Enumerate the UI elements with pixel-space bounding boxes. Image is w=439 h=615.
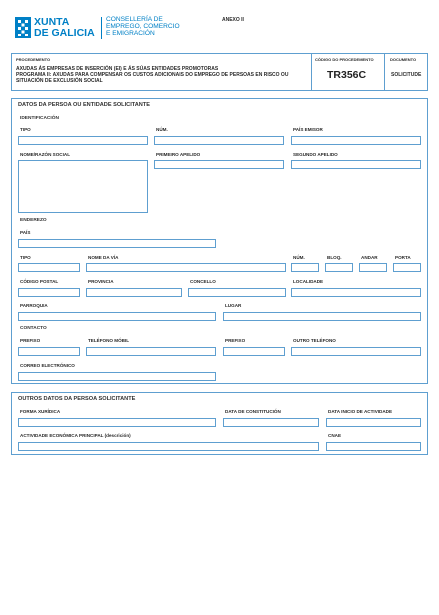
nome-via-field[interactable] [86,263,286,272]
lugar-label: LUGAR [225,303,242,308]
tipo-label: TIPO [20,127,31,132]
consellaria-line-1: CONSELLERÍA DE [106,16,163,23]
actividade-label: ACTIVIDADE ECONÓMICA PRINCIPAL (descrición) [20,433,131,438]
enderezo-heading: ENDEREZO [20,218,47,223]
segundo-apelido-field[interactable] [291,160,421,169]
procedure-code-divider [311,53,312,91]
concello-label: CONCELLO [190,279,216,284]
contacto-heading: CONTACTO [20,326,47,331]
identification-heading: IDENTIFICACIÓN [20,116,59,121]
applicant-section-title: DATOS DA PERSOA OU ENTIDADE SOLICITANTE [18,102,150,108]
outro-telefono-label: OUTRO TELÉFONO [293,338,336,343]
tipo-field[interactable] [18,136,148,145]
logo-divider [101,17,102,39]
num-via-field[interactable] [291,263,319,272]
nome-via-label: NOME DA VÍA [88,255,119,260]
prefixo-field-1[interactable] [18,347,80,356]
codigo-postal-label: CÓDIGO POSTAL [20,279,59,284]
num-via-label: NÚM. [293,255,305,260]
pais-emisor-label: PAÍS EMISOR [293,127,323,132]
cnae-field[interactable] [326,442,421,451]
correo-label: CORREO ELECTRÓNICO [20,363,75,368]
procedure-title-line-1: AXUDAS ÁS EMPRESAS DE INSERCIÓN (EI) E ÁS SÚAS ENTIDADES PROMOTORAS [16,66,219,72]
data-inicio-label: DATA INICIO DE ACTIVIDADE [328,409,393,414]
nome-field[interactable] [18,160,148,213]
localidade-field[interactable] [291,288,421,297]
forma-xuridica-field[interactable] [18,418,216,427]
annex-title: ANEXO II [222,17,244,23]
data-constitucion-field[interactable] [223,418,319,427]
andar-field[interactable] [359,263,387,272]
bloq-label: BLOQ. [327,255,342,260]
num-label: NÚM. [156,127,168,132]
primeiro-apelido-label: PRIMEIRO APELIDO [156,152,201,157]
concello-field[interactable] [188,288,286,297]
procedure-code: TR356C [327,69,367,81]
nome-label: NOME/RAZÓN SOCIAL [20,152,71,157]
provincia-field[interactable] [86,288,182,297]
pais-label: PAÍS [20,230,31,235]
procedure-label: PROCEDEMENTO [16,57,51,62]
document-value: SOLICITUDE [391,72,422,78]
procedure-title-line-2: PROGRAMA II: AXUDAS PARA COMPENSAR OS CUSTOS ADICIONAIS DO EMPREGO DE PERSOAS EN RISCO OU [16,72,289,78]
segundo-apelido-label: SEGUNDO APELIDO [293,152,338,157]
other-data-section-title: OUTROS DATOS DA PERSOA SOLICITANTE [18,396,136,402]
pais-emisor-field[interactable] [291,136,421,145]
bloq-field[interactable] [325,263,353,272]
data-constitucion-label: DATA DE CONSTITUCIÓN [225,409,281,414]
telefono-movil-label: TELÉFONO MÓBIL [88,338,130,343]
provincia-label: PROVINCIA [88,279,114,284]
porta-field[interactable] [393,263,421,272]
tipo-via-field[interactable] [18,263,80,272]
primeiro-apelido-field[interactable] [154,160,284,169]
prefixo-label-1: PREFIXO [20,338,41,343]
parroquia-field[interactable] [18,312,216,321]
document-label: DOCUMENTO [390,57,417,62]
logo-line-galicia: DE GALICIA [34,27,95,39]
consellaria-line-2: EMPREGO, COMERCIO [106,23,180,31]
xunta-logo [15,17,99,39]
prefixo-label-2: PREFIXO [225,338,246,343]
data-inicio-field[interactable] [326,418,421,427]
forma-xuridica-label: FORMA XURÍDICA [20,409,61,414]
procedure-doc-divider [384,53,385,91]
procedure-code-label: CÓDIGO DO PROCEDEMENTO [315,57,374,62]
num-field[interactable] [154,136,284,145]
prefixo-field-2[interactable] [223,347,285,356]
procedure-title-line-3: SITUACIÓN DE EXCLUSIÓN SOCIAL [16,78,103,84]
actividade-field[interactable] [18,442,319,451]
localidade-label: LOCALIDADE [293,279,324,284]
telefono-movil-field[interactable] [86,347,216,356]
codigo-postal-field[interactable] [18,288,80,297]
galicia-emblem-icon [15,17,31,38]
porta-label: PORTA [395,255,411,260]
outro-telefono-field[interactable] [291,347,421,356]
pais-field[interactable] [18,239,216,248]
parroquia-label: PARROQUIA [20,303,48,308]
correo-field[interactable] [18,372,216,381]
consellaria-line-3: E EMIGRACIÓN [106,30,155,38]
cnae-label: CNAE [328,433,342,438]
lugar-field[interactable] [223,312,421,321]
tipo-via-label: TIPO [20,255,31,260]
andar-label: ANDAR [361,255,378,260]
logo-line-xunta: XUNTA [34,16,70,28]
